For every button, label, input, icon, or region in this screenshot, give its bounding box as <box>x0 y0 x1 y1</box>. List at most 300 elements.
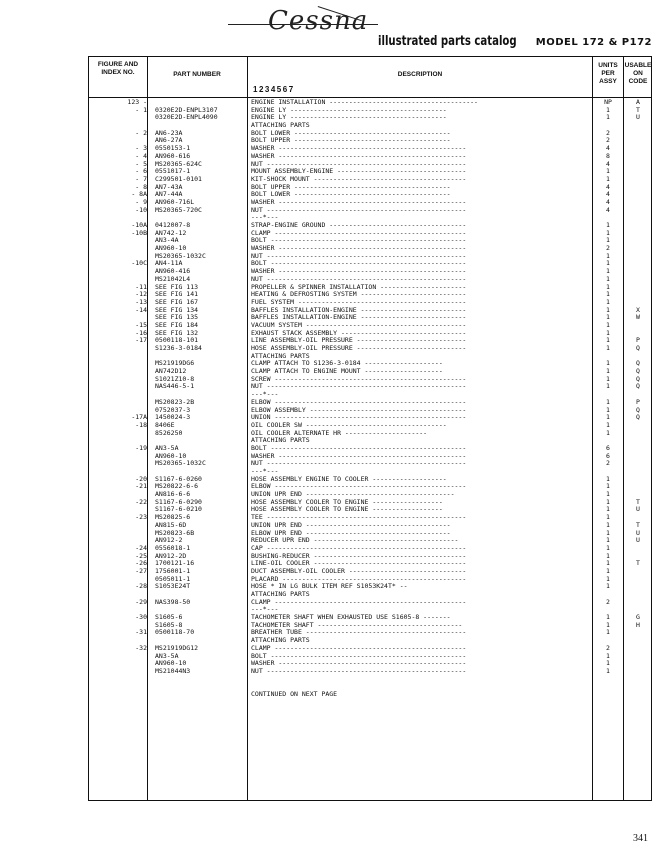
table-row <box>89 191 651 199</box>
row-part-number: SEE FIG 132 <box>155 329 199 337</box>
row-code: A <box>636 98 640 106</box>
row-part-number: SEE FIG 113 <box>155 283 199 291</box>
row-description: CLAMP ------------------------------------------------- <box>251 229 467 237</box>
table-row <box>89 514 651 522</box>
row-description: WASHER ------------------------------------------------ <box>251 145 467 153</box>
row-description: ELBOW ------------------------------------------------- <box>251 483 467 491</box>
row-description: NUT --------------------------------------------------- <box>251 206 467 214</box>
row-units: 1 <box>606 336 610 345</box>
row-units: 1 <box>606 659 610 668</box>
row-units: 1 <box>606 228 610 237</box>
row-units: 2 <box>606 459 610 468</box>
row-figure: -17 <box>135 336 147 345</box>
parts-table <box>88 56 652 801</box>
row-figure: -10B <box>131 228 147 237</box>
row-part-number: MS21042L4 <box>155 275 191 283</box>
row-units: 2 <box>606 643 610 652</box>
row-units: 8 <box>606 151 610 160</box>
table-row <box>89 276 651 284</box>
row-units: 1 <box>606 559 610 568</box>
row-description: UNION UPR END -------------------------------------- <box>251 491 455 499</box>
table-row <box>89 253 651 261</box>
row-description: NUT --------------------------------------------------- <box>251 383 467 391</box>
row-part-number: 0320E2D-ENPL4090 <box>155 114 218 122</box>
row-description: REDUCER UPR END ------------------------------------- <box>251 537 459 545</box>
row-figure: -15 <box>135 320 147 329</box>
row-units: 1 <box>606 474 610 483</box>
row-description: ELBOW ------------------------------------------------- <box>251 398 467 406</box>
table-row <box>89 599 651 607</box>
row-description: CLAMP ------------------------------------------------- <box>251 598 467 606</box>
row-part-number: 1700121-16 <box>155 560 195 568</box>
row-units: 2 <box>606 136 610 145</box>
row-description: BUSHING-REDUCER --------------------------------------- <box>251 552 467 560</box>
row-figure: -28 <box>135 582 147 591</box>
row-units: 1 <box>606 167 610 176</box>
row-part-number: SEE FIG 141 <box>155 291 199 299</box>
row-part-number: S1167-6-0290 <box>155 498 202 506</box>
table-row <box>89 353 651 361</box>
row-code: Q <box>636 359 640 368</box>
row-figure: -30 <box>135 613 147 622</box>
row-part-number: AN742-12 <box>155 229 187 237</box>
indent-digits: 1234567 <box>253 85 295 94</box>
row-description: NUT --------------------------------------------------- <box>251 252 467 260</box>
row-units: 1 <box>606 666 610 675</box>
row-description: WASHER ------------------------------------------------ <box>251 268 467 276</box>
table-row <box>89 230 651 238</box>
table-row <box>89 345 651 353</box>
row-units: 1 <box>606 267 610 276</box>
table-row <box>89 407 651 415</box>
row-description: BOLT -------------------------------------------------- <box>251 444 467 452</box>
row-description: ATTACHING PARTS <box>251 637 310 645</box>
row-figure: -23 <box>135 513 147 522</box>
header-part-number: PART NUMBER <box>173 71 221 78</box>
row-description: NUT --------------------------------------------------- <box>251 275 467 283</box>
row-description: LINE ASSEMBLY-OIL PRESSURE ---------------------------- <box>251 337 467 345</box>
row-part-number: AN960-716L <box>155 198 195 206</box>
row-units: 1 <box>606 543 610 552</box>
row-description: UNION ------------------------------------------------- <box>251 414 467 422</box>
row-part-number: MS21044N3 <box>155 667 191 675</box>
row-description: HOSE ASSEMBLY-OIL PRESSURE ---------------------------- <box>251 345 467 352</box>
table-row <box>89 268 651 276</box>
table-row <box>89 491 651 499</box>
row-units: 1 <box>606 251 610 260</box>
row-figure: -22 <box>135 497 147 506</box>
row-figure: -10C <box>131 259 147 268</box>
row-units: 1 <box>606 513 610 522</box>
row-units: 1 <box>606 536 610 545</box>
table-row <box>89 430 651 438</box>
row-description: BREATHER TUBE ----------------------------------------- <box>251 629 467 637</box>
row-units: 1 <box>606 236 610 245</box>
table-row <box>89 583 651 591</box>
row-part-number: 0550153-1 <box>155 145 191 153</box>
row-part-number: S1236-3-0184 <box>155 345 202 352</box>
row-units: 1 <box>606 497 610 506</box>
row-description: HOSE ASSEMBLY COOLER TO ENGINE ------------------ <box>251 498 443 506</box>
row-units: 1 <box>606 105 610 114</box>
row-part-number: SEE FIG 167 <box>155 298 199 306</box>
row-description: PROPELLER & SPINNER INSTALLATION ---------------------- <box>251 283 467 291</box>
row-part-number: AN816-6-6 <box>155 491 191 499</box>
row-units: 4 <box>606 190 610 199</box>
row-description: ENGINE LY ---------------------------------------- <box>251 106 447 114</box>
table-row <box>89 576 651 584</box>
row-units: 4 <box>606 144 610 153</box>
catalog-title: illustrated parts catalog <box>378 34 517 49</box>
row-description: CAP --------------------------------------------------- <box>251 544 467 552</box>
row-figure: -27 <box>135 566 147 575</box>
table-row <box>89 553 651 561</box>
row-part-number: AN4-11A <box>155 260 183 268</box>
table-row <box>89 645 651 653</box>
row-figure: - 4 <box>135 151 147 160</box>
row-figure: - 2 <box>135 128 147 137</box>
row-description: CLAMP ATTACH TO ENGINE MOUNT -------------------- <box>251 368 443 376</box>
table-row <box>89 445 651 453</box>
row-figure: -32 <box>135 643 147 652</box>
row-part-number: 0412007-8 <box>155 222 191 229</box>
row-part-number: 0752037-3 <box>155 406 191 414</box>
row-description: DUCT ASSEMBLY-OIL COOLER ------------------------------ <box>251 567 467 575</box>
row-part-number: 0505011-1 <box>155 575 191 583</box>
row-description: ENGINE LY ---------------------------------------- <box>251 114 447 122</box>
table-row <box>89 383 651 391</box>
row-code: T <box>636 105 640 114</box>
table-row <box>89 591 651 599</box>
row-description: WASHER ------------------------------------------------ <box>251 660 467 668</box>
row-units: 1 <box>606 651 610 660</box>
row-code: T <box>636 520 640 529</box>
row-part-number: MS20365-720C <box>155 206 202 214</box>
row-units: 4 <box>606 197 610 206</box>
table-row <box>89 137 651 145</box>
row-description: ELBOW ASSEMBLY ---------------------------------------- <box>251 406 467 414</box>
row-part-number: 0500118-70 <box>155 629 195 637</box>
row-units: 1 <box>606 428 610 437</box>
row-figure: -17A <box>131 413 147 422</box>
row-part-number: MS20365-1032C <box>155 252 206 260</box>
row-description: ENGINE INSTALLATION -------------------------------------- <box>251 99 478 106</box>
row-code: Q <box>636 382 640 391</box>
row-units: 2 <box>606 244 610 253</box>
table-row <box>89 245 651 253</box>
row-units: 1 <box>606 505 610 514</box>
row-description: WASHER ------------------------------------------------ <box>251 198 467 206</box>
row-description: TEE --------------------------------------------------- <box>251 514 467 522</box>
row-part-number: 0551017-1 <box>155 168 191 176</box>
row-description: BOLT LOWER ---------------------------------------- <box>251 191 451 199</box>
row-units: 1 <box>606 374 610 383</box>
row-figure: -29 <box>135 597 147 606</box>
table-row <box>89 522 651 530</box>
row-code: H <box>636 620 640 629</box>
row-units: 1 <box>606 320 610 329</box>
row-part-number: S1605-8 <box>155 621 183 629</box>
table-row <box>89 337 651 345</box>
row-description: WASHER ------------------------------------------------ <box>251 152 467 160</box>
row-units: 1 <box>606 328 610 337</box>
row-part-number: C299501-0101 <box>155 175 202 183</box>
row-units: 1 <box>606 174 610 183</box>
row-units: 1 <box>606 274 610 283</box>
row-units: 1 <box>606 367 610 376</box>
header-description: DESCRIPTION <box>397 71 443 78</box>
row-part-number: AN960-416 <box>155 268 191 276</box>
row-figure: -24 <box>135 543 147 552</box>
header-divider <box>89 97 651 98</box>
row-part-number: S1021Z10-8 <box>155 375 195 383</box>
row-description: ---*--- <box>251 468 279 475</box>
row-part-number: 1450024-3 <box>155 414 191 422</box>
row-figure: - 7 <box>135 174 147 183</box>
row-part-number: AN960-616 <box>155 152 191 160</box>
row-description: HEATING & DEFROSTING SYSTEM --------------------------- <box>251 291 467 299</box>
row-units: 1 <box>606 290 610 299</box>
row-description: BOLT UPPER ---------------------------------------- <box>251 183 451 191</box>
table-row <box>89 422 651 430</box>
row-figure: -21 <box>135 482 147 491</box>
row-code: Q <box>636 405 640 414</box>
table-row <box>89 460 651 468</box>
row-part-number: AN960-10 <box>155 660 187 668</box>
row-part-number: AN742D12 <box>155 368 187 376</box>
row-part-number: AN7-43A <box>155 183 183 191</box>
row-code: Q <box>636 344 640 352</box>
row-units: 1 <box>606 305 610 314</box>
row-units: 1 <box>606 528 610 537</box>
row-units: 1 <box>606 405 610 414</box>
row-description: TACHOMETER SHAFT ------------------------------------- <box>251 621 463 629</box>
row-description: KIT-SHOCK MOUNT --------------------------------------- <box>251 175 467 183</box>
row-units: 4 <box>606 159 610 168</box>
parts-rows <box>89 99 651 699</box>
row-figure: -14 <box>135 305 147 314</box>
row-figure: -26 <box>135 559 147 568</box>
row-part-number: MS20822-6-6 <box>155 483 199 491</box>
table-row <box>89 260 651 268</box>
row-figure: - 8A <box>131 190 147 199</box>
row-description: HOSE ASSEMBLY COOLER TO ENGINE ------------------ <box>251 506 443 514</box>
row-description: ELBOW UPR END ------------------------------------- <box>251 529 451 537</box>
row-code: P <box>636 397 640 406</box>
row-units: 1 <box>606 113 610 122</box>
row-description: SCREW ------------------------------------------------- <box>251 375 467 383</box>
row-code: U <box>636 528 640 537</box>
row-description: STRAP-ENGINE GROUND ----------------------------------- <box>251 222 467 229</box>
row-units: 2 <box>606 597 610 606</box>
row-code: U <box>636 505 640 514</box>
row-code: Q <box>636 413 640 422</box>
row-code: U <box>636 536 640 545</box>
cessna-logo: Cessna <box>268 6 369 36</box>
table-row <box>89 468 651 476</box>
row-figure: - 5 <box>135 159 147 168</box>
row-part-number: AN3-4A <box>155 237 179 245</box>
row-units: 1 <box>606 551 610 560</box>
table-row <box>89 660 651 668</box>
row-description: OIL COOLER ALTERNATE HR --------------------- <box>251 429 428 437</box>
row-code: Q <box>636 374 640 383</box>
row-part-number: MS21919DG12 <box>155 644 199 652</box>
table-row <box>89 114 651 122</box>
table-row <box>89 691 651 699</box>
page-number: 341 <box>633 833 648 844</box>
table-row <box>89 214 651 222</box>
row-description: TACHOMETER SHAFT WHEN EXHAUSTED USE S1605-8 ------- <box>251 614 451 622</box>
row-figure: - 1 <box>135 105 147 114</box>
row-part-number: MS20825-6 <box>155 514 191 522</box>
table-row <box>89 291 651 299</box>
table-row <box>89 560 651 568</box>
row-code: Q <box>636 367 640 376</box>
table-row <box>89 376 651 384</box>
table-row <box>89 153 651 161</box>
row-units: 6 <box>606 451 610 460</box>
table-row <box>89 629 651 637</box>
row-part-number: AN912-2 <box>155 537 183 545</box>
row-part-number: S1167-6-0260 <box>155 475 202 483</box>
row-description: ---*--- <box>251 391 279 399</box>
row-description: ATTACHING PARTS <box>251 352 310 360</box>
row-part-number: MS20823-6B <box>155 529 195 537</box>
row-description: VACUUM SYSTEM ----------------------------------------- <box>251 321 467 329</box>
row-code: X <box>636 305 640 314</box>
row-code: P <box>636 336 640 345</box>
row-figure: - 8 <box>135 182 147 191</box>
row-description: HOSE ASSEMBLY ENGINE TO COOLER ------------------- <box>251 475 447 483</box>
row-part-number: NAS446-5-1 <box>155 383 195 391</box>
row-figure: -16 <box>135 328 147 337</box>
table-row <box>89 299 651 307</box>
row-figure: -10A <box>131 221 147 229</box>
row-units: 1 <box>606 297 610 306</box>
table-row <box>89 568 651 576</box>
row-figure: -25 <box>135 551 147 560</box>
row-part-number: S1167-6-0210 <box>155 506 202 514</box>
row-part-number: AN960-10 <box>155 245 187 253</box>
row-description: WASHER ------------------------------------------------ <box>251 245 467 253</box>
table-row <box>89 322 651 330</box>
row-units: 1 <box>606 382 610 391</box>
row-description: CONTINUED ON NEXT PAGE <box>251 690 338 698</box>
row-description: FUEL SYSTEM ------------------------------------------- <box>251 298 467 306</box>
table-row <box>89 161 651 169</box>
table-row <box>89 622 651 630</box>
row-units: 1 <box>606 282 610 291</box>
header-figure: FIGURE AND INDEX NO. <box>97 61 139 76</box>
model-label: MODEL 172 & P172 <box>535 37 652 48</box>
row-description: CLAMP ATTACH TO S1236-3-0184 -------------------- <box>251 360 443 368</box>
row-units: 1 <box>606 420 610 429</box>
table-row <box>89 99 651 107</box>
row-description: NUT --------------------------------------------------- <box>251 667 467 675</box>
table-row <box>89 391 651 399</box>
row-units: NP <box>604 98 612 106</box>
row-part-number: AN3-5A <box>155 444 179 452</box>
row-description: BAFFLES INSTALLATION-ENGINE --------------------------- <box>251 306 467 314</box>
row-part-number: AN912-2D <box>155 552 187 560</box>
table-row <box>89 176 651 184</box>
row-part-number: 8526250 <box>155 429 183 437</box>
row-part-number: NAS398-50 <box>155 598 191 606</box>
row-part-number: MS21919DG6 <box>155 360 195 368</box>
row-part-number: AN6-23A <box>155 129 183 137</box>
table-row <box>89 506 651 514</box>
row-code: U <box>636 113 640 122</box>
table-row <box>89 145 651 153</box>
row-code: G <box>636 613 640 622</box>
row-description: WASHER ------------------------------------------------ <box>251 452 467 460</box>
table-row <box>89 130 651 138</box>
row-figure: -20 <box>135 474 147 483</box>
table-row <box>89 284 651 292</box>
table-row <box>89 237 651 245</box>
row-units: 1 <box>606 397 610 406</box>
row-units: 1 <box>606 574 610 583</box>
row-part-number: S1053E24T <box>155 583 191 591</box>
table-row <box>89 676 651 684</box>
row-units: 1 <box>606 566 610 575</box>
row-description: BOLT UPPER ---------------------------------------- <box>251 137 451 145</box>
table-row <box>89 606 651 614</box>
row-units: 1 <box>606 313 610 322</box>
row-part-number: 1756001-1 <box>155 567 191 575</box>
table-row <box>89 330 651 338</box>
row-description: BOLT -------------------------------------------------- <box>251 260 467 268</box>
table-row <box>89 414 651 422</box>
row-figure: - 9 <box>135 197 147 206</box>
row-units: 1 <box>606 221 610 229</box>
row-description: CLAMP ------------------------------------------------- <box>251 644 467 652</box>
table-row <box>89 476 651 484</box>
row-units: 1 <box>606 620 610 629</box>
row-units: 1 <box>606 413 610 422</box>
table-row <box>89 437 651 445</box>
row-figure: -18 <box>135 420 147 429</box>
row-part-number: 8406E <box>155 421 175 429</box>
row-part-number: 0320E2D-ENPL3107 <box>155 106 218 114</box>
table-row <box>89 668 651 676</box>
table-row <box>89 614 651 622</box>
row-units: 6 <box>606 443 610 452</box>
row-description: NUT --------------------------------------------------- <box>251 160 467 168</box>
header-units: UNITS PER ASSY <box>598 62 618 85</box>
row-units: 1 <box>606 490 610 499</box>
row-description: ATTACHING PARTS <box>251 591 310 598</box>
table-row <box>89 399 651 407</box>
table-row <box>89 168 651 176</box>
row-description: ATTACHING PARTS <box>251 122 310 130</box>
row-figure: -31 <box>135 628 147 637</box>
table-row <box>89 653 651 661</box>
row-units: 1 <box>606 359 610 368</box>
row-description: UNION UPR END ------------------------------------- <box>251 521 451 529</box>
row-units: 1 <box>606 344 610 352</box>
row-part-number: 0500118-101 <box>155 337 199 345</box>
row-part-number: SEE FIG 134 <box>155 306 199 314</box>
row-description: NUT --------------------------------------------------- <box>251 460 467 468</box>
table-row <box>89 368 651 376</box>
row-description: BOLT -------------------------------------------------- <box>251 237 467 245</box>
row-description: BOLT -------------------------------------------------- <box>251 652 467 660</box>
row-units: 1 <box>606 582 610 591</box>
row-description: OIL COOLER SW ------------------------------------ <box>251 421 447 429</box>
row-description: ATTACHING PARTS <box>251 437 310 445</box>
